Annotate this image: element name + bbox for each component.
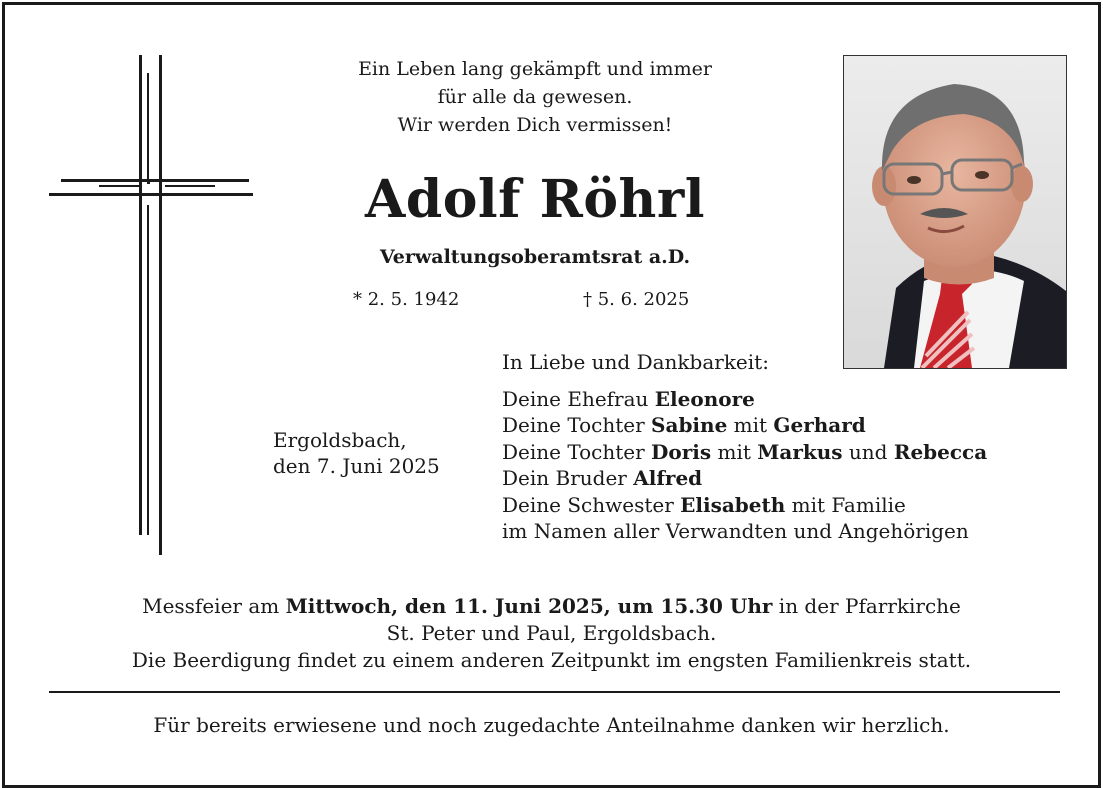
mourner-line xyxy=(502,412,987,438)
service-suffix: in der Pfarrkirche xyxy=(772,594,961,618)
portrait-photo xyxy=(843,55,1067,369)
mourners-intro: In Liebe und Dankbarkeit: xyxy=(502,350,769,374)
motto-line: Ein Leben lang gekämpft und immer xyxy=(358,58,712,80)
relation-text: Deine Tochter xyxy=(502,413,652,438)
connector-text: mit xyxy=(727,413,774,438)
mourner-name: Eleonore xyxy=(654,387,755,411)
deceased-title: Verwaltungsoberamtsrat a.D. xyxy=(379,246,691,268)
mourner-name: Alfred xyxy=(633,466,703,491)
relation-text: Deine Ehefrau xyxy=(502,387,655,411)
date: den 7. Juni 2025 xyxy=(273,454,440,478)
deceased-name: Adolf Röhrl xyxy=(365,169,705,230)
service-prefix: Messfeier am xyxy=(142,594,286,618)
relation-text: Dein Bruder xyxy=(502,466,634,491)
service-location: St. Peter und Paul, Ergoldsbach. xyxy=(386,621,717,645)
mourner-name: Rebecca xyxy=(893,439,988,464)
connector-text: mit xyxy=(711,439,758,464)
place-date xyxy=(273,427,440,479)
mourner-name: Markus xyxy=(757,439,843,464)
service-info xyxy=(35,593,1068,674)
mourner-line xyxy=(502,492,987,518)
mourner-line xyxy=(502,386,987,412)
motto-line: Wir werden Dich vermissen! xyxy=(397,114,673,136)
motto xyxy=(245,55,825,139)
mourner-name: Doris xyxy=(651,439,712,464)
thanks-note: Für bereits erwiesene und noch zugedachte Anteilnahme danken wir herzlich. xyxy=(153,713,950,737)
death-date: † 5. 6. 2025 xyxy=(583,289,690,310)
motto-line: für alle da gewesen. xyxy=(437,86,633,108)
relation-text: Deine Tochter xyxy=(502,439,652,464)
mourner-name: Gerhard xyxy=(773,413,866,438)
mourner-name: Sabine xyxy=(651,413,728,438)
divider xyxy=(49,691,1060,693)
relation-text: Deine Schwester xyxy=(502,492,681,517)
connector-text: und xyxy=(842,439,894,464)
mourner-line: im Namen aller Verwandten und Angehörigen xyxy=(502,519,969,544)
service-datetime: Mittwoch, den 11. Juni 2025, um 15.30 Uhr xyxy=(285,594,773,618)
connector-text: mit Familie xyxy=(785,492,906,517)
obituary-card xyxy=(2,2,1101,788)
mourner-line xyxy=(502,439,987,465)
birth-date: * 2. 5. 1942 xyxy=(353,289,460,310)
place: Ergoldsbach, xyxy=(273,428,407,452)
cross-icon xyxy=(47,55,257,559)
mourners-list xyxy=(502,386,987,544)
burial-note: Die Beerdigung findet zu einem anderen Zeitpunkt im engsten Familienkreis statt. xyxy=(131,648,972,672)
service-line xyxy=(35,593,1068,620)
mourner-name: Elisabeth xyxy=(680,492,786,517)
mourner-line xyxy=(502,465,987,491)
